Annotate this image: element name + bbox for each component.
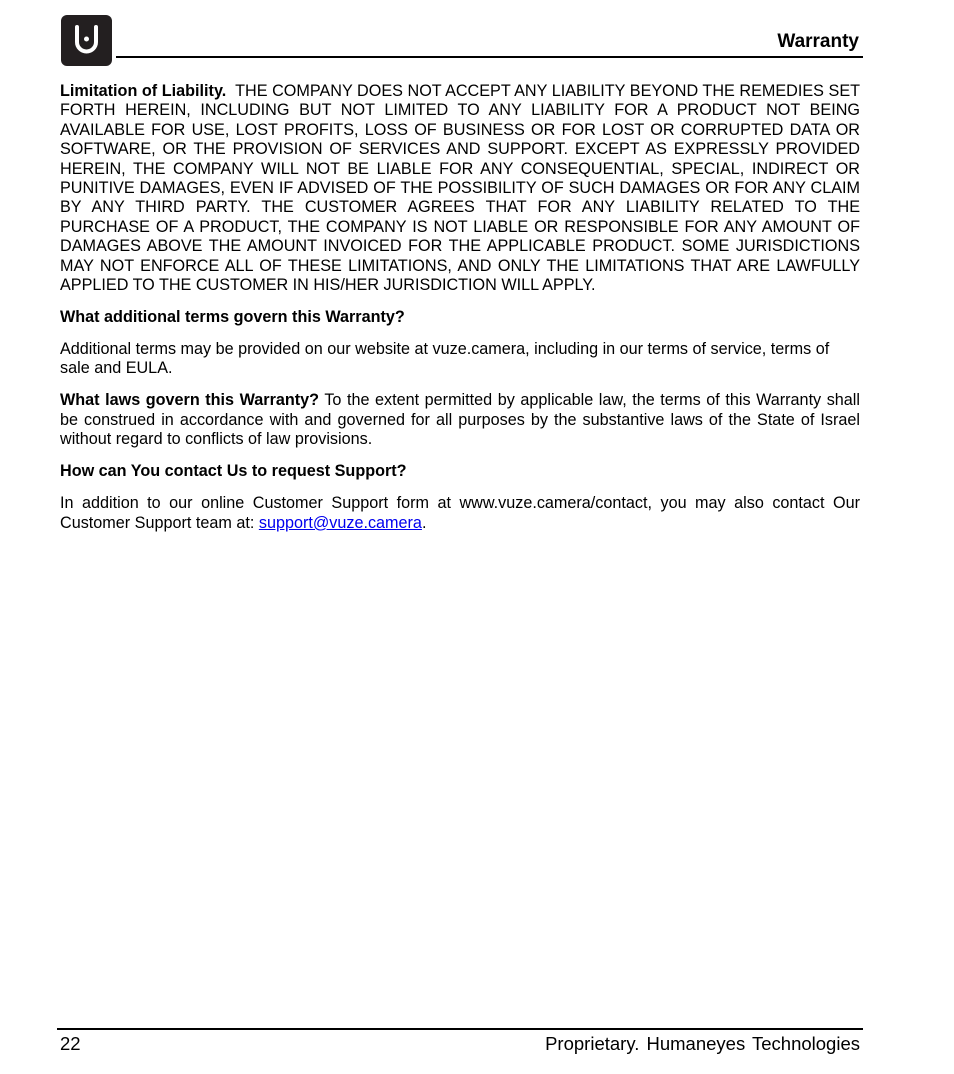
limitation-body: THE COMPANY DOES NOT ACCEPT ANY LIABILITY BEYOND THE REMEDIES SET FORTH HEREIN, INCLUDING BUT NOT LIMITED TO ANY LIABILITY FOR A PRODUCT NOT BEING AVAILABLE FOR USE, LOST PROFITS, LOSS OF BUSINESS OR FOR LOST OR CORRUPTED DATA OR SOFTWARE, OR THE PROVISION OF SERVICES AND SUPPORT. EXCEPT AS EXPRESSLY PROVIDED HEREIN, THE COMPANY WILL NOT BE LIABLE FOR ANY CONSEQUENTIAL, SPECIAL, INDIRECT OR PUNITIVE DAMAGES, EVEN IF ADVISED OF THE POSSIBILITY OF SUCH DAMAGES OR FOR ANY CLAIM BY ANY THIRD PARTY. THE CUSTOMER AGREES THAT FOR ANY LIABILITY RELATED TO THE PURCHASE OF A PRODUCT, THE COMPANY IS NOT LIABLE OR RESPONSIBLE FOR ANY AMOUNT OF DAMAGES ABOVE THE AMOUNT INVOICED FOR THE APPLICABLE PRODUCT. SOME JURISDICTIONS MAY NOT ENFORCE ALL OF THESE LIMITATIONS, AND ONLY THE LIMITATIONS THAT ARE LAWFULLY APPLIED TO THE CUSTOMER IN HIS/HER JURISDICTION WILL APPLY. [60,82,861,295]
support-heading: How can You contact Us to request Support? [60,462,407,481]
laws-body: To the extent permitted by applicable law, the terms of this Warranty shall be construed in accordance with and governed for all purposes by the substantive laws of the State of Israel without regard to conflicts of law provisions. [60,391,860,449]
limitation-paragraph [60,82,860,295]
laws-heading: What laws govern this Warranty? [60,391,320,410]
additional-terms-heading: What additional terms govern this Warranty? [60,308,405,327]
footer-divider [57,1028,863,1030]
footer-copyright: Proprietary. Humaneyes Technologies [545,1033,860,1054]
support-body-end: . [421,513,427,532]
document-body [60,82,860,546]
additional-terms-paragraph [60,340,860,379]
support-email-link[interactable]: support@vuze.camera [258,513,422,532]
support-heading-paragraph [60,462,860,481]
limitation-heading: Limitation of Liability. [60,82,227,100]
vuze-logo-icon [61,15,112,66]
additional-terms-body: Additional terms may be provided on our website at vuze.camera, including in our terms of service, terms of sale and EULA. [60,340,830,378]
header-divider [116,56,863,58]
page-number: 22 [60,1033,81,1054]
support-paragraph [60,494,860,533]
laws-paragraph [60,391,860,449]
page-header-title: Warranty [777,31,859,52]
additional-terms-heading-paragraph [60,308,860,327]
support-body: In addition to our online Customer Support form at www.vuze.camera/contact, you may also contact Our Customer Support team at: [60,494,860,532]
